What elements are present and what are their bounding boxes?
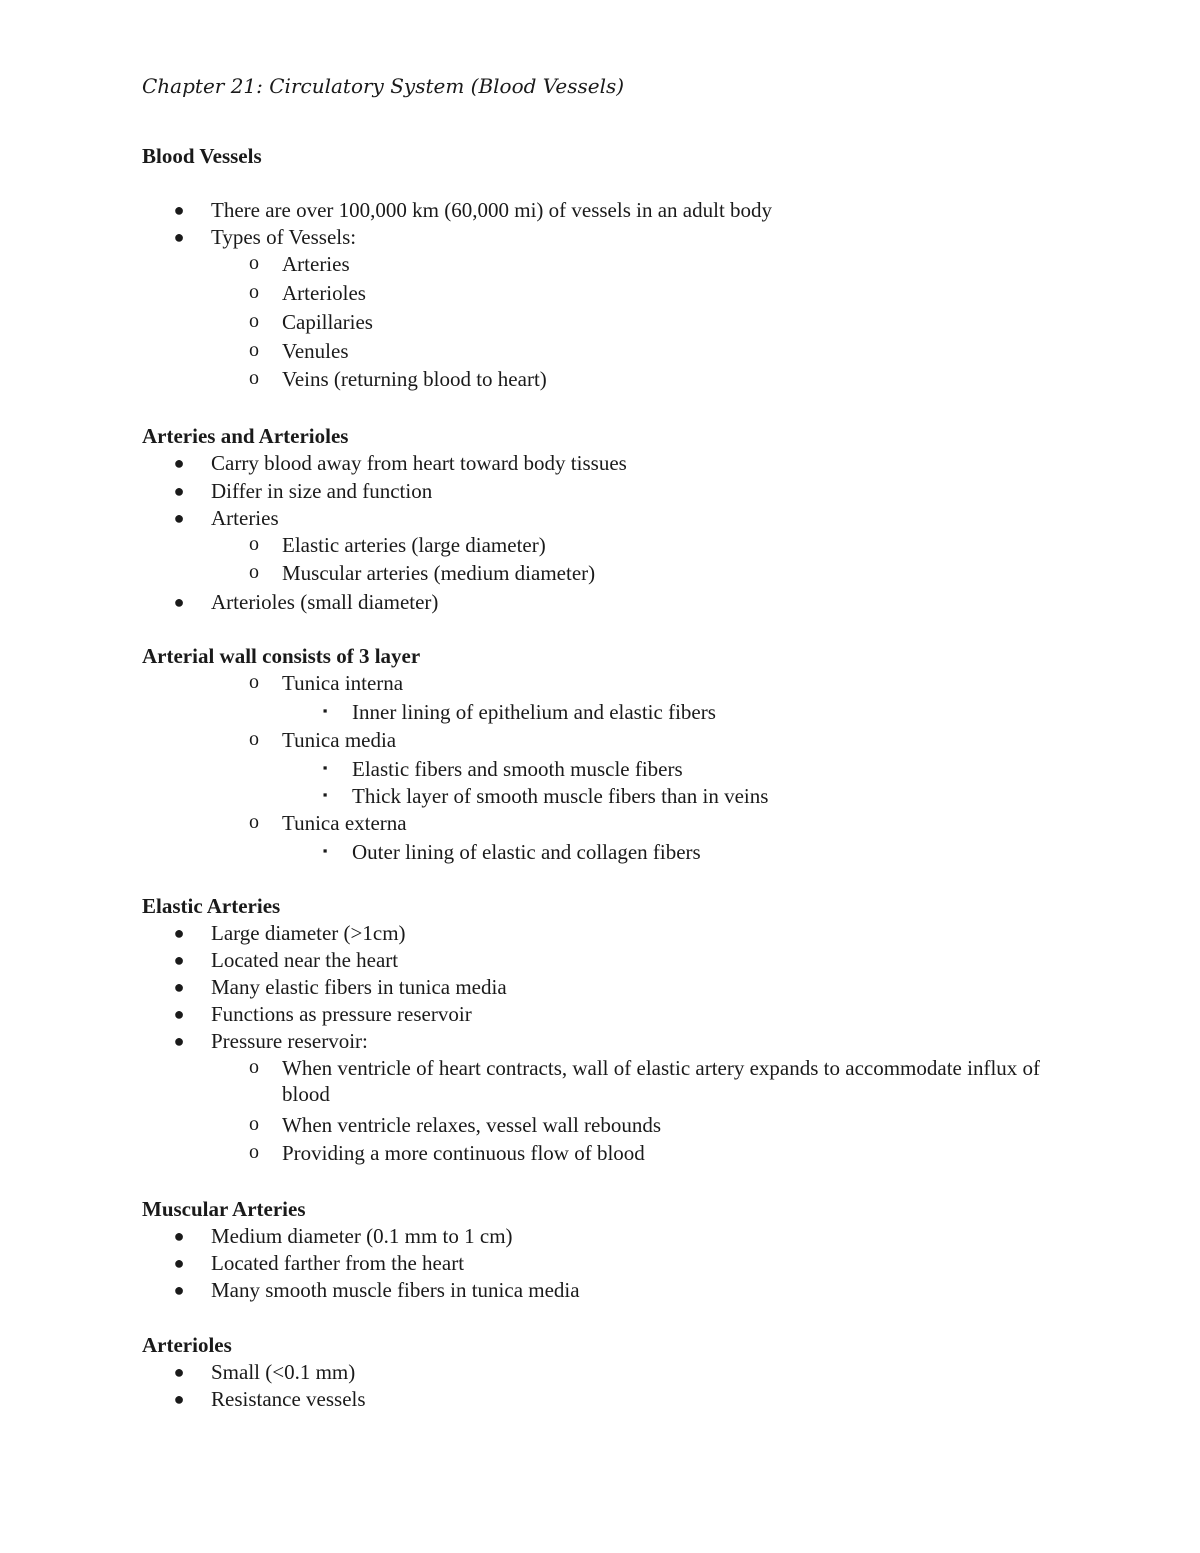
- list-item: ● Located farther from the heart: [211, 1250, 1111, 1276]
- list-item: o Venules: [282, 338, 1062, 364]
- list-item: ● Arterioles (small diameter): [211, 589, 1111, 615]
- disc-bullet: ●: [173, 1389, 185, 1409]
- section-heading-blood-vessels: Blood Vessels: [142, 144, 262, 168]
- disc-bullet: ●: [173, 950, 185, 970]
- list-item: o Tunica interna: [282, 670, 1062, 696]
- disc-bullet: ●: [173, 1253, 185, 1273]
- square-bullet: ▪: [322, 703, 328, 718]
- list-item: ● Located near the heart: [211, 947, 1111, 973]
- list-item: o Veins (returning blood to heart): [282, 366, 1062, 392]
- disc-bullet: ●: [173, 592, 185, 612]
- circle-bullet: o: [249, 728, 259, 750]
- list-item: o Arteries: [282, 251, 1062, 277]
- square-bullet: ▪: [322, 843, 328, 858]
- disc-bullet: ●: [173, 481, 185, 501]
- list-item: ● Resistance vessels: [211, 1386, 1111, 1412]
- list-item: o When ventricle of heart contracts, wall of elastic artery expands to accommodate influx of blood: [282, 1055, 1062, 1107]
- section-heading-arterial-wall: Arterial wall consists of 3 layer: [142, 644, 421, 668]
- list-item: ▪ Inner lining of epithelium and elastic fibers: [352, 699, 1052, 725]
- disc-bullet: ●: [173, 508, 185, 528]
- circle-bullet: o: [249, 1113, 259, 1135]
- circle-bullet: o: [249, 811, 259, 833]
- circle-bullet: o: [249, 671, 259, 693]
- disc-bullet: ●: [173, 200, 185, 220]
- section-heading-arterioles: Arterioles: [142, 1333, 232, 1357]
- circle-bullet: o: [249, 367, 259, 389]
- document-title: Chapter 21: Circulatory System (Blood Vessels): [142, 74, 625, 98]
- disc-bullet: ●: [173, 977, 185, 997]
- square-bullet: ▪: [322, 787, 328, 802]
- list-item: ● Types of Vessels:: [211, 224, 1111, 250]
- disc-bullet: ●: [173, 1031, 185, 1051]
- list-item: ● There are over 100,000 km (60,000 mi) of vessels in an adult body: [211, 197, 1111, 223]
- list-item: ● Functions as pressure reservoir: [211, 1001, 1111, 1027]
- circle-bullet: o: [249, 281, 259, 303]
- disc-bullet: ●: [173, 1362, 185, 1382]
- list-item: ▪ Elastic fibers and smooth muscle fibers: [352, 756, 1052, 782]
- disc-bullet: ●: [173, 227, 185, 247]
- disc-bullet: ●: [173, 453, 185, 473]
- disc-bullet: ●: [173, 923, 185, 943]
- circle-bullet: o: [249, 310, 259, 332]
- list-item: o Providing a more continuous flow of blood: [282, 1140, 1062, 1166]
- disc-bullet: ●: [173, 1280, 185, 1300]
- list-item: ● Many smooth muscle fibers in tunica media: [211, 1277, 1111, 1303]
- list-item: o Arterioles: [282, 280, 1062, 306]
- disc-bullet: ●: [173, 1226, 185, 1246]
- circle-bullet: o: [249, 1141, 259, 1163]
- list-item: ▪ Outer lining of elastic and collagen fibers: [352, 839, 1052, 865]
- section-heading-arteries-and-arterioles: Arteries and Arterioles: [142, 424, 349, 448]
- disc-bullet: ●: [173, 1004, 185, 1024]
- circle-bullet: o: [249, 533, 259, 555]
- circle-bullet: o: [249, 561, 259, 583]
- list-item: ● Medium diameter (0.1 mm to 1 cm): [211, 1223, 1111, 1249]
- section-heading-elastic-arteries: Elastic Arteries: [142, 894, 281, 918]
- section-heading-muscular-arteries: Muscular Arteries: [142, 1197, 306, 1221]
- list-item: ● Large diameter (>1cm): [211, 920, 1111, 946]
- list-item: ● Carry blood away from heart toward body tissues: [211, 450, 1111, 476]
- list-item: o When ventricle relaxes, vessel wall rebounds: [282, 1112, 1062, 1138]
- square-bullet: ▪: [322, 760, 328, 775]
- list-item: ● Differ in size and function: [211, 478, 1111, 504]
- list-item: o Elastic arteries (large diameter): [282, 532, 1062, 558]
- list-item: o Tunica externa: [282, 810, 1062, 836]
- circle-bullet: o: [249, 252, 259, 274]
- list-item: ▪ Thick layer of smooth muscle fibers than in veins: [352, 783, 1052, 809]
- list-item: o Muscular arteries (medium diameter): [282, 560, 1062, 586]
- list-item: ● Pressure reservoir:: [211, 1028, 1111, 1054]
- list-item: o Capillaries: [282, 309, 1062, 335]
- circle-bullet: o: [249, 1056, 259, 1078]
- list-item: ● Many elastic fibers in tunica media: [211, 974, 1111, 1000]
- list-item: ● Arteries: [211, 505, 1111, 531]
- circle-bullet: o: [249, 339, 259, 361]
- list-item: ● Small (<0.1 mm): [211, 1359, 1111, 1385]
- list-item: o Tunica media: [282, 727, 1062, 753]
